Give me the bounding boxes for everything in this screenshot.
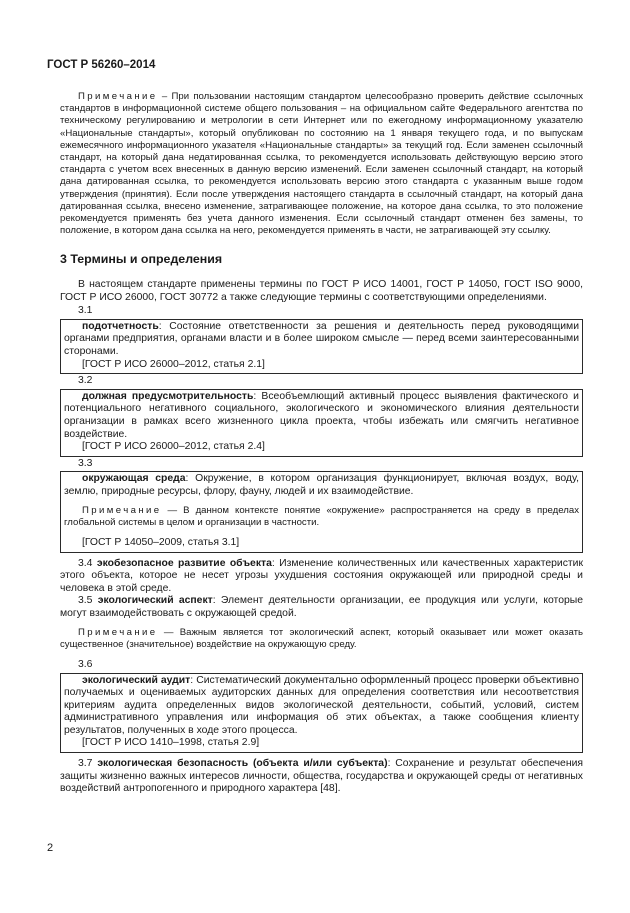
term-definition <box>64 675 579 738</box>
term-note <box>60 627 583 651</box>
term-number: 3.5 <box>78 595 93 607</box>
term-def-text: : Сохранение и результат обеспечения защиты жизненно важных интересов личности, общества, государства и окружающей среды от негативных воздействий антропогенного и природного характера [48]. <box>60 758 583 795</box>
term-box <box>60 319 583 374</box>
term-name: экологическая безопасность (объекта и/или субъекта) <box>97 758 388 770</box>
term-number: 3.2 <box>78 375 93 387</box>
note-text: — Важным является тот экологический аспект, который оказывает или может оказать существенное (значительное) воздействие на окружающую среду. <box>60 626 583 650</box>
page-content <box>60 91 583 796</box>
term-def-text: : Окружение, в котором организация функционирует, включая воздух, воду, землю, природные ресурсы, флору, фауну, людей и их взаимодействие. <box>64 473 579 497</box>
term-number: 3.1 <box>78 305 93 317</box>
references-note <box>60 91 583 237</box>
term-name: экобезопасное развитие объекта <box>96 557 272 569</box>
term-name: должная предусмотрительность <box>82 390 254 402</box>
term-name: экологический аспект <box>97 595 213 607</box>
term-source-ref: [ГОСТ Р ИСО 26000–2012, статья 2.1] <box>82 358 265 370</box>
term-box <box>60 673 583 754</box>
term-paragraph <box>60 758 583 796</box>
term-name: экологический аудит <box>82 674 191 686</box>
section-intro: В настоящем стандарте применены термины по ГОСТ Р ИСО 14001, ГОСТ Р 14050, ГОСТ ISO 9000, ГОСТ Р ИСО 26000, ГОСТ 30772 а также следующие термины с соответствующими определениями. <box>60 279 583 303</box>
term-def-text: : Всеобъемлющий активный процесс выявления фактического и потенциального негативного социального, экологического и экономического влияния деятельности организации в рамках всего жизненного цикла проекта, чтобы избежать или смягчить негативное воздействие. <box>64 390 579 440</box>
term-number: 3.4 <box>78 557 93 569</box>
section-title: 3 Термины и определения <box>60 252 223 267</box>
term-def-text: : Систематический документально оформленный процесс проверки объективно получаемых и оцениваемых аудиторских данных для определения соответствия или несоответствия критериям аудита определенных видов экологической деятельности, событий, условий, систем административного управления или информация об этих объектах, а также сообщения клиенту результатов, полученных в ходе этого процесса. <box>64 674 580 736</box>
term-definition <box>64 391 579 441</box>
term-name: подотчетность <box>82 320 159 332</box>
term-paragraph <box>60 558 583 596</box>
term-source-ref: [ГОСТ Р ИСО 26000–2012, статья 2.4] <box>82 441 265 453</box>
term-source-ref: [ГОСТ Р 14050–2009, статья 3.1] <box>82 536 240 548</box>
term-paragraph <box>60 595 583 620</box>
term-number: 3.7 <box>78 758 93 770</box>
term-number: 3.3 <box>78 457 93 469</box>
term-def-text: : Изменение количественных или качественных характеристик этого объекта, которое не несет угрозы ухудшения состояния окружающей или природной среды и человека в этой среде. <box>60 557 583 594</box>
term-definition <box>64 321 579 359</box>
term-source-ref: [ГОСТ Р ИСО 1410–1998, статья 2.9] <box>82 737 260 749</box>
term-def-text: : Состояние ответственности за решения и деятельность перед руководящими органами предприятия, органами власти и в более широком смысле — перед всеми заинтересованными сторонами. <box>64 320 579 357</box>
term-note <box>64 505 579 529</box>
standard-code-header: ГОСТ Р 56260–2014 <box>47 59 156 71</box>
note-label: Примечание <box>78 626 158 638</box>
term-name: окружающая среда <box>82 473 186 485</box>
note-label: Примечание <box>82 504 162 516</box>
term-def-text: : Элемент деятельности организации, ее продукция или услуги, которые могут взаимодействовать с окружающей средой. <box>60 595 583 619</box>
term-box <box>60 389 583 457</box>
page-number: 2 <box>47 842 54 854</box>
term-definition <box>64 473 579 498</box>
note-text: — В данном контексте понятие «окружение» распространяется на среду в пределах глобальной системы в целом и организации в частности. <box>64 504 579 528</box>
term-number: 3.6 <box>78 658 93 670</box>
note-label: Примечание <box>78 91 158 102</box>
note-text: – При пользовании настоящим стандартом целесообразно проверить действие ссылочных стандартов в информационной системе общего пользования – на официальном сайте Федерального агентства по техническому регулированию и метрологии в сети Интернет или по ежегодному информационному указателю «Национальные стандарты», который опубликован по состоянию на 1 января текущего года, и по выпускам ежемесячного информационного указателя «Национальные стандарты» за текущий год. Если заменен ссылочный стандарт, на который дана недатированная ссылка, то рекомендуется использовать действующую версию этого стандарта с учетом всех внесенных в данную версию изменений. Если заменен ссылочный стандарт, на который дана датированная ссылка, то рекомендуется использовать версию этого стандарта с указанным выше годом утверждения (принятия). Если после утверждения настоящего стандарта в ссылочный стандарт, на который дана датированная ссылка, внесено изменение, затрагивающее положение, на которое дана ссылка, то это положение рекомендуется применять без учета данного изменения. Если ссылочный стандарт отменен без замены, то положение, в котором дана ссылка на него, рекомендуется применять в части, не затрагивающей эту ссылку. <box>60 91 583 237</box>
term-box <box>60 471 583 552</box>
